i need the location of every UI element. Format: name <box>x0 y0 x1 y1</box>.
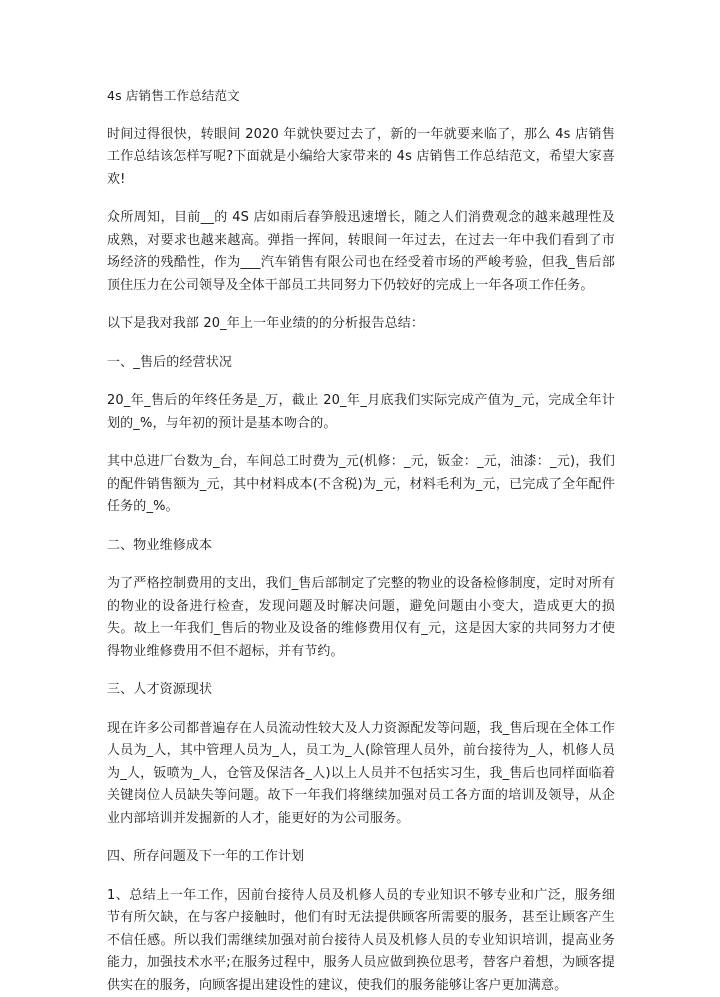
background-paragraph: 众所周知，目前__的 4S 店如雨后春笋般迅速增长，随之人们消费观念的越来越理性及成熟，对要求也越来越高。弹指一挥间，转眼间一年过去，在过去一年中我们看到了市场经济的残酷性，作为___汽车销售有限公司也在经受着市场的严峻考验，但我_售后部顶住压力在公司领导及全体干部员工共同努力下仍较好的完成上一年各项工作任务。 <box>107 207 615 297</box>
intro-paragraph: 时间过得很快，转眼间 2020 年就快要过去了，新的一年就要来临了，那么 4s 店销售工作总结该怎样写呢?下面就是小编给大家带来的 4s 店销售工作总结范文，希望大家喜欢! <box>107 124 615 192</box>
document-title: 4s 店销售工作总结范文 <box>107 85 615 108</box>
operations-paragraph-1: 20_年_售后的年终任务是_万，截止 20_年_月底我们实际完成产值为_元，完成全年计划的_%，与年初的预计是基本吻合的。 <box>107 390 615 435</box>
maintenance-paragraph: 为了严格控制费用的支出，我们_售后部制定了完整的物业的设备检修制度，定时对所有的物业的设备进行检查，发现问题及时解决问题，避免问题由小变大，造成更大的损失。故上一年我们_售后的物业及设备的维修费用仅有_元，这是因大家的共同努力才使得物业维修费用不但不超标，并有节约。 <box>107 573 615 663</box>
operations-paragraph-2: 其中总进厂台数为_台，车间总工时费为_元(机修：_元，钣金：_元，油漆：_元)，我们的配件销售额为_元，其中材料成本(不含税)为_元，材料毛利为_元，已完成了全年配件任务的_%。 <box>107 451 615 519</box>
document-page <box>107 85 615 997</box>
section-heading-talent: 三、人才资源现状 <box>107 679 615 702</box>
plan-paragraph-1: 1、总结上一年工作，因前台接待人员及机修人员的专业知识不够专业和广泛，服务细节有所欠缺，在与客户接触时，他们有时无法提供顾客所需要的服务，甚至让顾客产生不信任感。所以我们需继续加强对前台接待人员及机修人员的专业知识培训，提高业务能力，加强技术水平;在服务过程中，服务人员应做到换位思考，替客户着想，为顾客提供实在的服务，向顾客提出建设性的建议，使我们的服务能够让客户更加满意。 <box>107 885 615 997</box>
section-heading-operations: 一、_售后的经营状况 <box>107 352 615 375</box>
section-heading-maintenance: 二、物业维修成本 <box>107 535 615 558</box>
talent-paragraph: 现在许多公司都普遍存在人员流动性较大及人力资源配发等问题，我_售后现在全体工作人员为_人，其中管理人员为_人，员工为_人(除管理人员外，前台接待为_人，机修人员为_人，钣喷为_人，仓管及保洁各_人)以上人员并不包括实习生，我_售后也同样面临着关键岗位人员缺失等问题。故下一年我们将继续加强对员工各方面的培训及领导，从企业内部培训并发掘新的人才，能更好的为公司服务。 <box>107 718 615 831</box>
section-heading-plan: 四、所存问题及下一年的工作计划 <box>107 846 615 869</box>
summary-lead-paragraph: 以下是我对我部 20_年上一年业绩的的分析报告总结： <box>107 313 615 336</box>
